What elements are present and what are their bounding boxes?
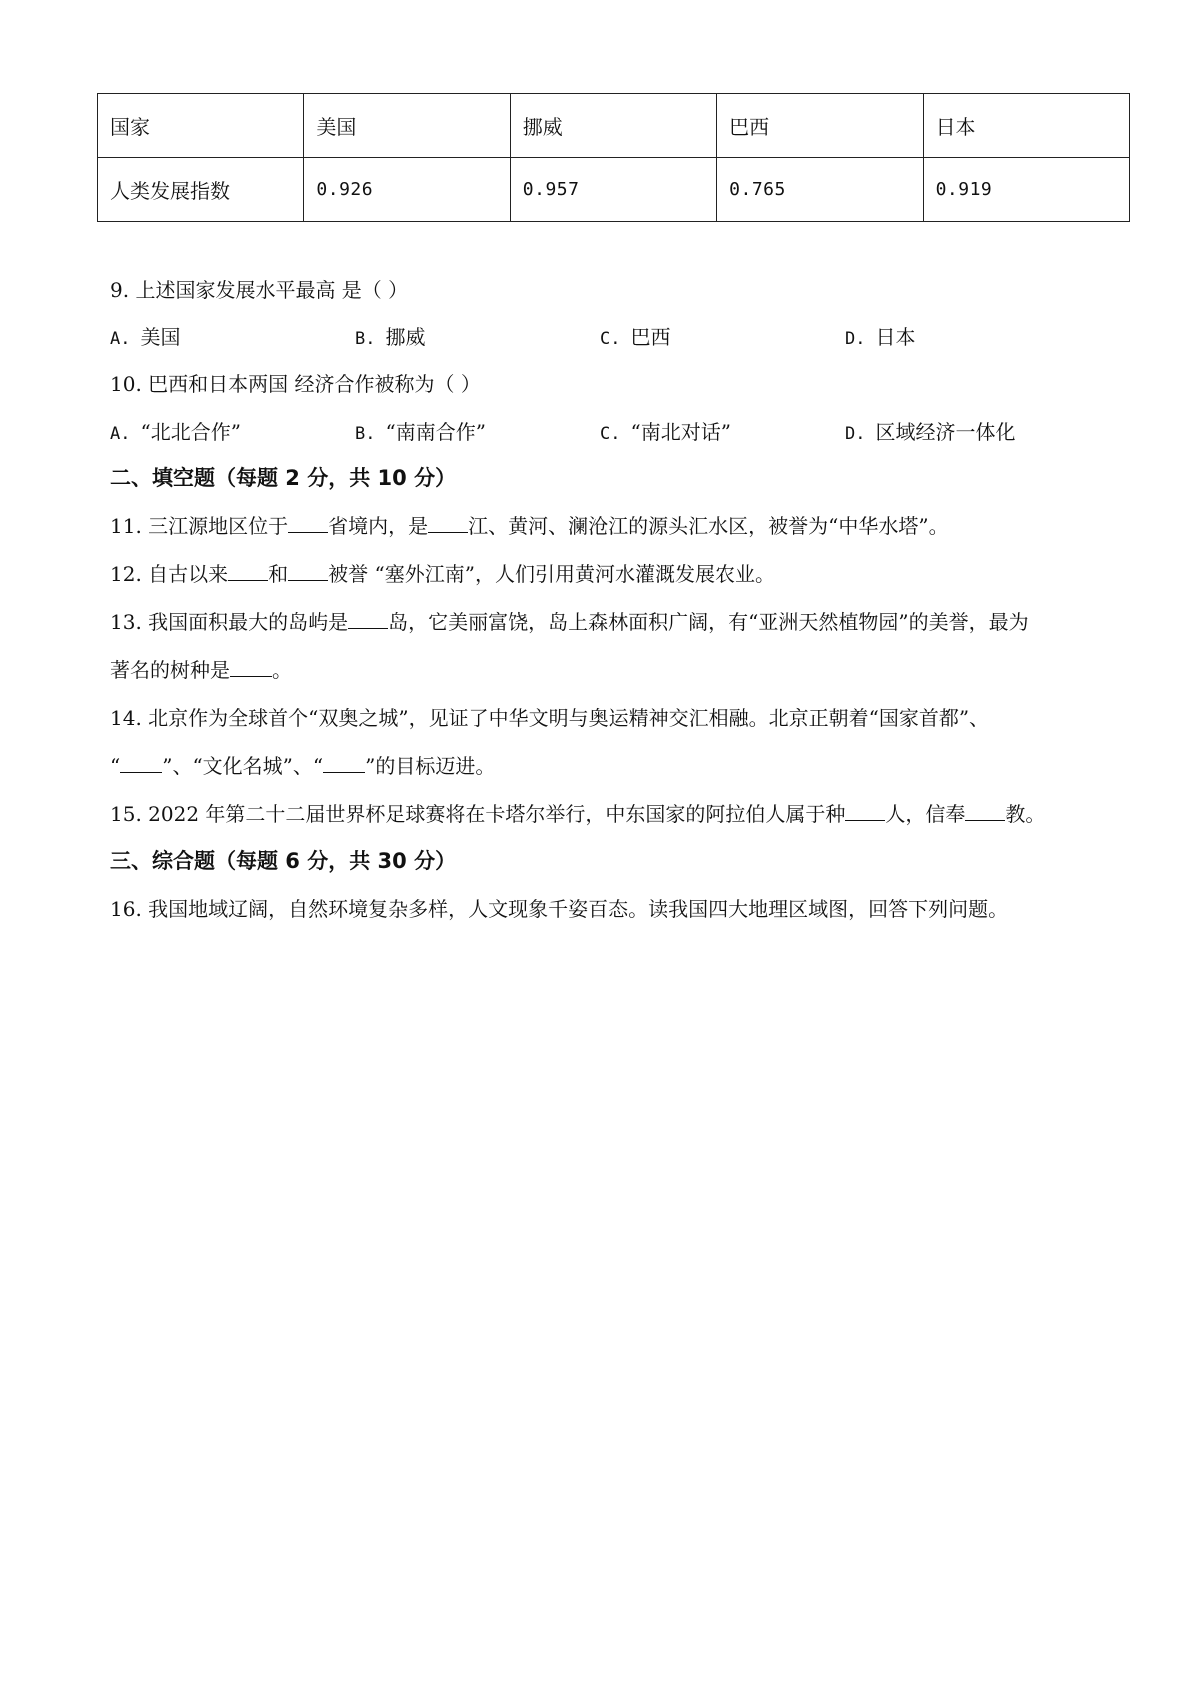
question-text: 15. 2022 年第二十二届世界杯足球赛将在卡塔尔举行，中东国家的阿拉伯人属于种 [110,802,846,826]
question-text: “ [110,754,121,778]
table-cell: 巴西 [717,94,923,158]
option-d[interactable] [845,323,915,353]
option-text: 日本 [875,325,916,349]
table-cell: 国家 [98,94,304,158]
option-letter: B. [355,424,376,444]
question-15 [110,800,1045,828]
answer-blank[interactable] [965,800,1005,821]
hdi-table [97,93,1130,222]
question-text: 人，信奉 [885,802,966,826]
table-cell: 0.957 [510,158,716,222]
option-text: 区域经济一体化 [875,420,1016,444]
option-text: “南南合作” [385,420,486,444]
question-text: 著名的树种是 [110,658,230,682]
question-text: 被誉 “塞外江南”，人们引用黄河水灌溉发展农业。 [328,562,775,586]
answer-blank[interactable] [323,752,365,773]
option-text: 美国 [140,325,181,349]
option-text: 挪威 [385,325,426,349]
question-text: ”、“文化名城”、“ [162,754,324,778]
option-c[interactable] [600,418,731,448]
option-letter: A. [110,329,131,349]
table-cell: 挪威 [510,94,716,158]
question-text: ”的目标迈进。 [365,754,496,778]
table-cell: 0.926 [304,158,510,222]
option-c[interactable] [600,323,670,353]
answer-blank[interactable] [428,512,468,533]
question-text: 11. 三江源地区位于 [110,514,289,538]
question-14-line-2 [110,752,495,780]
question-text: 省境内，是 [328,514,429,538]
question-10-options [110,418,1110,446]
answer-blank[interactable] [228,560,268,581]
answer-blank[interactable] [120,752,162,773]
question-text: 岛，它美丽富饶，岛上森林面积广阔，有“亚洲天然植物园”的美誉，最为 [388,610,1029,634]
option-a[interactable] [110,418,241,448]
section-3-title: 三、综合题（每题 6 分，共 30 分） [110,849,457,873]
answer-blank[interactable] [348,608,388,629]
table-cell: 人类发展指数 [98,158,304,222]
option-d[interactable] [845,418,1015,448]
question-16-stem: 16. 我国地域辽阔，自然环境复杂多样，人文现象千姿百态。读我国四大地理区域图，回答下列问题。 [110,897,1009,921]
answer-blank[interactable] [288,512,328,533]
table-row [98,158,1130,222]
table-cell: 0.919 [923,158,1129,222]
option-text: 巴西 [630,325,671,349]
question-text: 和 [268,562,289,586]
option-a[interactable] [110,323,180,353]
question-11 [110,512,949,540]
question-9-options [110,323,1110,351]
table-row [98,94,1130,158]
table-cell: 日本 [923,94,1129,158]
question-text: 。 [272,658,292,682]
question-13-line-1 [110,608,1029,636]
option-letter: C. [600,329,621,349]
answer-blank[interactable] [288,560,328,581]
option-b[interactable] [355,323,425,353]
option-letter: A. [110,424,131,444]
question-12 [110,560,775,588]
question-14-line-1: 14. 北京作为全球首个“双奥之城”，见证了中华文明与奥运精神交汇相融。北京正朝着“国家首都”、 [110,706,990,730]
option-letter: C. [600,424,621,444]
option-letter: D. [845,424,866,444]
section-2-title: 二、填空题（每题 2 分，共 10 分） [110,466,457,490]
question-text: 13. 我国面积最大的岛屿是 [110,610,349,634]
option-b[interactable] [355,418,486,448]
question-text: 江、黄河、澜沧江的源头汇水区，被誉为“中华水塔”。 [468,514,949,538]
question-10-stem: 10. 巴西和日本两国 经济合作被称为（ ） [110,372,481,396]
table-cell: 0.765 [717,158,923,222]
option-text: “南北对话” [630,420,731,444]
question-9-stem: 9. 上述国家发展水平最高 是（ ） [110,278,409,302]
answer-blank[interactable] [230,656,272,677]
question-text: 教。 [1005,802,1046,826]
option-text: “北北合作” [140,420,241,444]
answer-blank[interactable] [845,800,885,821]
question-13-line-2 [110,656,292,684]
option-letter: B. [355,329,376,349]
question-text: 12. 自古以来 [110,562,229,586]
table-cell: 美国 [304,94,510,158]
option-letter: D. [845,329,866,349]
